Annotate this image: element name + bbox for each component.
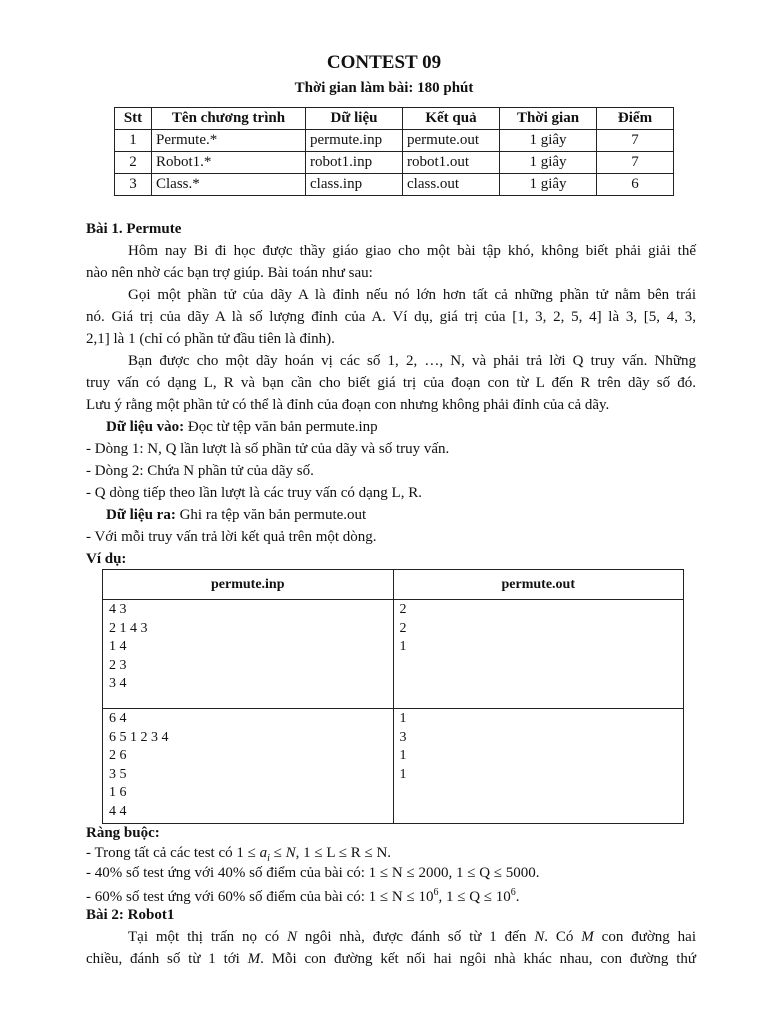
constraint-text: - Trong tất cả các test có 1 ≤ <box>86 845 260 861</box>
constraints-section <box>86 823 696 903</box>
cell-output-file: robot1.out <box>403 152 500 174</box>
example-header-row <box>103 570 684 600</box>
paragraph-line: Bạn được cho một dãy hoán vị các số 1, 2, …, N, và phải trả lời Q truy vấn. Những <box>128 353 696 369</box>
constraint-text: ≤ <box>269 845 286 861</box>
cell-program: Robot1.* <box>152 152 306 174</box>
output-line: - Với mỗi truy vấn trả lời kết quả trên một dòng. <box>86 529 377 545</box>
math-var: N <box>286 929 297 945</box>
text-run: ngôi nhà, được đánh số từ 1 đến <box>296 929 535 945</box>
example-line: 2 3 <box>109 657 127 673</box>
cell-output-file: class.out <box>403 174 500 196</box>
input-line: - Dòng 1: N, Q lần lượt là số phần tử của dãy và số truy vấn. <box>86 441 450 457</box>
problem2-section <box>86 904 696 970</box>
example-line: 4 4 <box>109 803 127 819</box>
problem1-section <box>86 218 696 570</box>
problem1-heading: Bài 1. Permute <box>86 221 182 237</box>
output-description <box>86 504 696 526</box>
text-run: . Mỗi con đường kết nối hai ngôi nhà khác nhau, con đường thứ <box>260 951 696 967</box>
paragraph-line: 2,1] là 1 (chỉ có phần tử đầu tiên là đỉnh). <box>86 331 335 347</box>
example-output-cell <box>393 709 684 824</box>
constraint-line <box>86 883 696 903</box>
example-line: 3 <box>399 729 407 745</box>
cell-stt: 1 <box>115 130 152 152</box>
cell-time: 1 giây <box>500 174 597 196</box>
example-line: 2 <box>399 602 407 617</box>
cell-program: Permute.* <box>152 130 306 152</box>
cell-input-file: class.inp <box>306 174 403 196</box>
cell-time: 1 giây <box>500 130 597 152</box>
constraint-text: - 60% số test ứng với 60% số điểm của bài có: 1 ≤ N ≤ 10 <box>86 889 434 905</box>
math-sup: 6 <box>433 887 439 898</box>
math-sup: 6 <box>510 887 516 898</box>
contest-title: CONTEST 09 <box>326 52 442 73</box>
table-row <box>103 600 684 709</box>
example-line: 1 <box>399 748 407 763</box>
constraint-text: , 1 ≤ Q ≤ 10 <box>438 889 511 905</box>
input-line: - Dòng 2: Chứa N phần tử của dãy số. <box>86 463 314 479</box>
text-run: con đường hai <box>593 929 697 945</box>
math-var: M <box>581 929 594 945</box>
cell-score: 6 <box>597 174 674 196</box>
example-line: 1 6 <box>109 785 127 800</box>
example-input-cell <box>103 709 394 824</box>
example-line: 6 5 1 2 3 4 <box>109 729 169 745</box>
input-description <box>86 416 696 438</box>
example-line: 4 3 <box>109 602 127 617</box>
paragraph-line: nó. Giá trị của dãy A là số lượng đỉnh của A. Ví dụ, giá trị của [1, 3, 2, 5, 4] là 3, [5, 4, 3, <box>86 309 696 325</box>
example-line: 1 <box>399 639 407 654</box>
header-output: Kết quả <box>403 108 500 130</box>
header-stt: Stt <box>115 108 152 130</box>
text-run: Tại một thị trấn nọ có <box>128 929 287 945</box>
example-label: Ví dụ: <box>86 551 127 567</box>
cell-score: 7 <box>597 130 674 152</box>
constraint-text: , 1 ≤ L ≤ R ≤ N. <box>295 845 392 861</box>
example-line: 3 4 <box>109 676 127 691</box>
math-var: a <box>259 845 268 861</box>
example-line: 6 4 <box>109 711 127 726</box>
paragraph-line: truy vấn có dạng L, R và bạn cần cho biết giá trị của đoạn con từ L đến R trên dãy số đó. <box>86 375 696 391</box>
example-line: 1 <box>399 766 407 782</box>
table-row <box>115 130 674 152</box>
cell-input-file: robot1.inp <box>306 152 403 174</box>
cell-stt: 3 <box>115 174 152 196</box>
constraint-text: . <box>515 889 520 905</box>
paragraph-line: Gọi một phần tử của dãy A là đỉnh nếu nó lớn hơn tất cả những phần tử nằm bên trái <box>128 287 696 303</box>
table-row <box>103 709 684 824</box>
constraints-label: Ràng buộc: <box>86 825 160 841</box>
output-text: Ghi ra tệp văn bản permute.out <box>175 507 367 523</box>
example-output-cell <box>393 600 684 709</box>
math-var: M <box>247 951 261 967</box>
input-label: Dữ liệu vào: <box>106 419 185 435</box>
example-line: 2 1 4 3 <box>109 620 148 636</box>
paragraph-line: Hôm nay Bi đi học được thầy giáo giao cho một bài tập khó, không biết phải giải thế <box>128 243 696 259</box>
paragraph-line: Lưu ý rằng một phần tử có thể là đỉnh của đoạn con nhưng không phải đỉnh của cả dãy. <box>86 397 610 413</box>
example-header-input: permute.inp <box>103 570 394 600</box>
math-var: N <box>534 929 545 945</box>
table-row <box>115 152 674 174</box>
example-line: 2 6 <box>109 748 127 763</box>
cell-score: 7 <box>597 152 674 174</box>
header-program-name: Tên chương trình <box>152 108 306 130</box>
time-limit-subtitle: Thời gian làm bài: 180 phút <box>294 80 474 96</box>
cell-program: Class.* <box>152 174 306 196</box>
example-line: 1 4 <box>109 639 127 654</box>
example-input-cell <box>103 600 394 709</box>
input-text: Đọc từ tệp văn bản permute.inp <box>184 419 378 435</box>
example-line: 2 <box>399 620 407 636</box>
header-input: Dữ liệu <box>306 108 403 130</box>
problem2-heading: Bài 2: Robot1 <box>86 907 175 923</box>
cell-input-file: permute.inp <box>306 130 403 152</box>
input-line: - Q dòng tiếp theo lần lượt là các truy vấn có dạng L, R. <box>86 485 422 501</box>
example-header-output: permute.out <box>393 570 684 600</box>
paragraph-line <box>86 926 696 948</box>
table-header-row <box>115 108 674 130</box>
header-score: Điểm <box>597 108 674 130</box>
math-sub: i <box>267 853 270 864</box>
constraint-line: - 40% số test ứng với 40% số điểm của bài có: 1 ≤ N ≤ 2000, 1 ≤ Q ≤ 5000. <box>86 865 540 881</box>
math-var: N <box>285 845 296 861</box>
header-time: Thời gian <box>500 108 597 130</box>
cell-time: 1 giây <box>500 152 597 174</box>
example-line: 1 <box>399 711 407 726</box>
constraint-line <box>86 843 696 863</box>
paragraph-line <box>86 948 696 970</box>
cell-output-file: permute.out <box>403 130 500 152</box>
cell-stt: 2 <box>115 152 152 174</box>
example-line: 3 5 <box>109 766 127 782</box>
paragraph-line: nào nên nhờ các bạn trợ giúp. Bài toán như sau: <box>86 265 373 281</box>
table-row <box>115 174 674 196</box>
output-label: Dữ liệu ra: <box>106 507 176 523</box>
example-table <box>102 569 684 824</box>
text-run: chiều, đánh số từ 1 tới <box>86 951 248 967</box>
text-run: . Có <box>544 929 582 945</box>
problem-info-table <box>114 107 674 196</box>
